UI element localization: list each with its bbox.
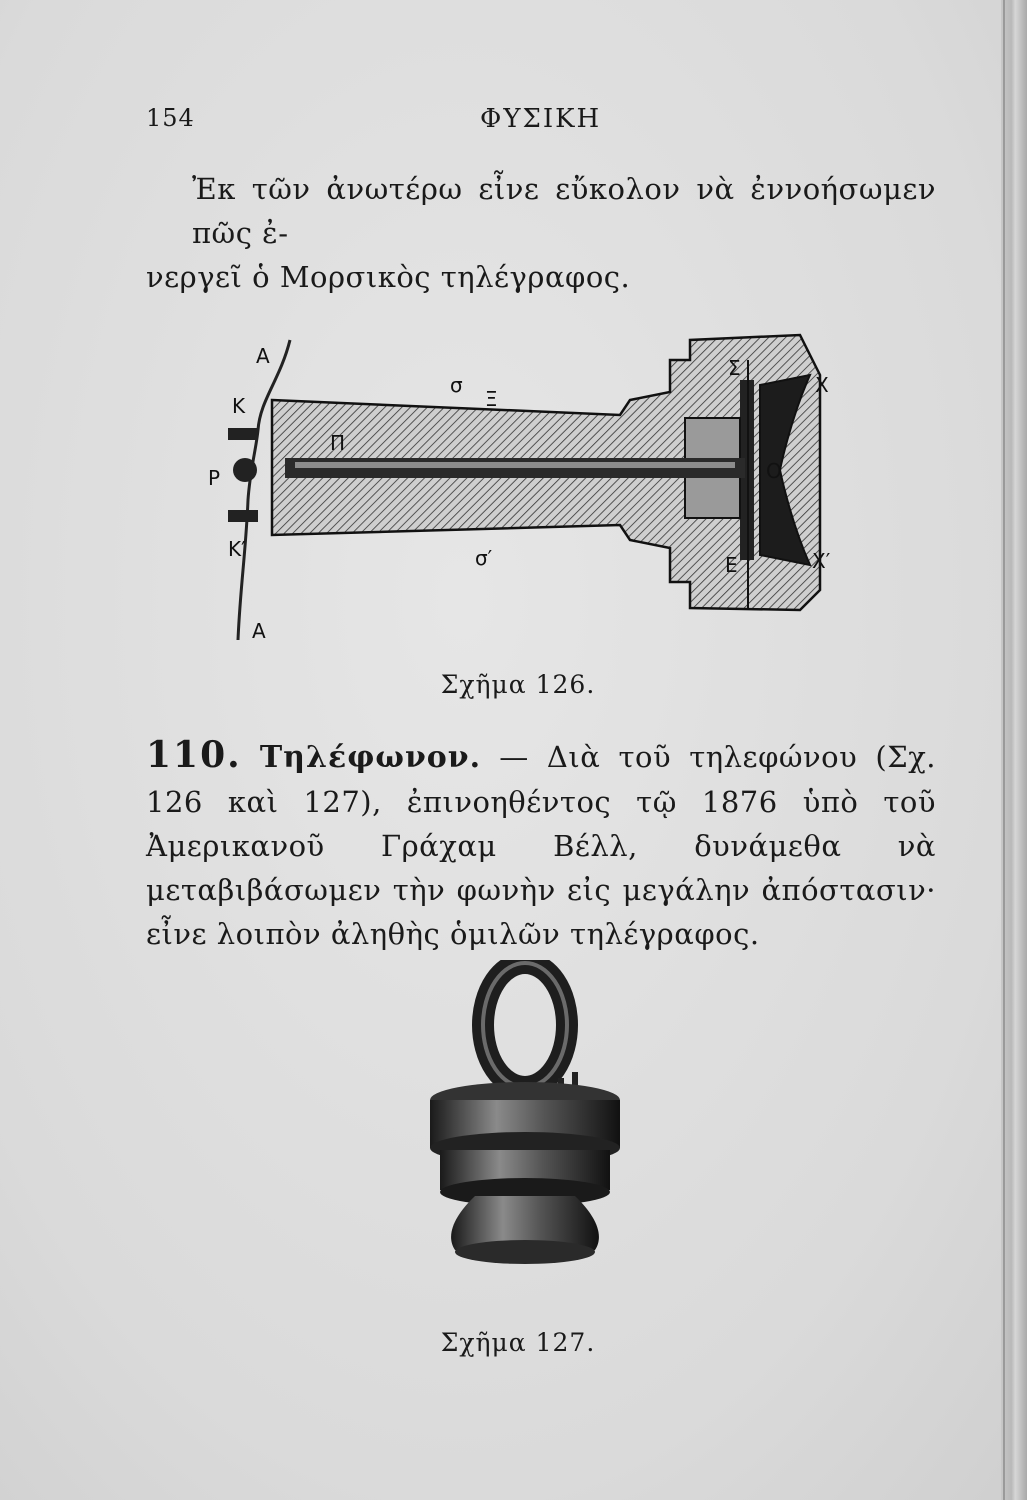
label-k: K [232,394,246,418]
running-title: ΦΥΣΙΚΗ [480,104,602,134]
label-pi: Π [330,431,346,455]
label-sigma: σ [450,373,463,397]
label-sigma-prime: σ′ [475,546,493,570]
section-title: Τηλέφωνον. [259,740,482,775]
label-o: O [766,459,782,483]
section-text: — Διὰ τοῦ τηλεφώνου (Σχ. 126 καὶ 127), ἐπινοηθέντος τῷ 1876 ὑπὸ τοῦ Ἀμερικανοῦ Γράχαμ Βέλλ, δυνάμεθα νὰ μεταβιβάσωμεν τὴν φωνὴν εἰς μεγάλην ἀπόστασιν· εἶνε λοιπὸν ἀληθὴς ὁμιλῶν τηλέγραφος. [146,740,937,951]
terminal-k [228,428,258,440]
label-k-prime: K′ [228,537,246,561]
label-e: E [725,553,738,577]
label-a-top: A [256,344,270,368]
intro-line-2: νεργεῖ ὁ Μορσικὸς τηλέγραφος. [146,260,631,294]
intro-paragraph [146,167,936,299]
page-edge-line [1003,0,1005,1500]
figure-126-telephone-section [200,320,860,650]
screw-p [233,458,257,482]
figure-127-telephone-receiver [400,960,640,1270]
label-sigma-cap: Σ [728,356,741,380]
section-110-paragraph [146,733,936,956]
section-number: 110. [146,734,242,776]
terminal-k-prime [228,510,258,522]
label-x-prime: X′ [812,549,831,573]
figure-127-caption: Σχῆμα 127. [440,1328,596,1357]
label-x: X [815,373,829,397]
intro-line-1: Ἐκ τῶν ἀνωτέρω εἶνε εὔκολον νὰ ἐννοήσωμεν πῶς ἐ- [192,172,936,250]
label-a-bottom: A [252,619,266,643]
label-xi: Ξ [485,387,498,411]
label-p: P [208,466,221,490]
figure-126-caption: Σχῆμα 126. [440,670,596,699]
page-number: 154 [146,104,195,132]
